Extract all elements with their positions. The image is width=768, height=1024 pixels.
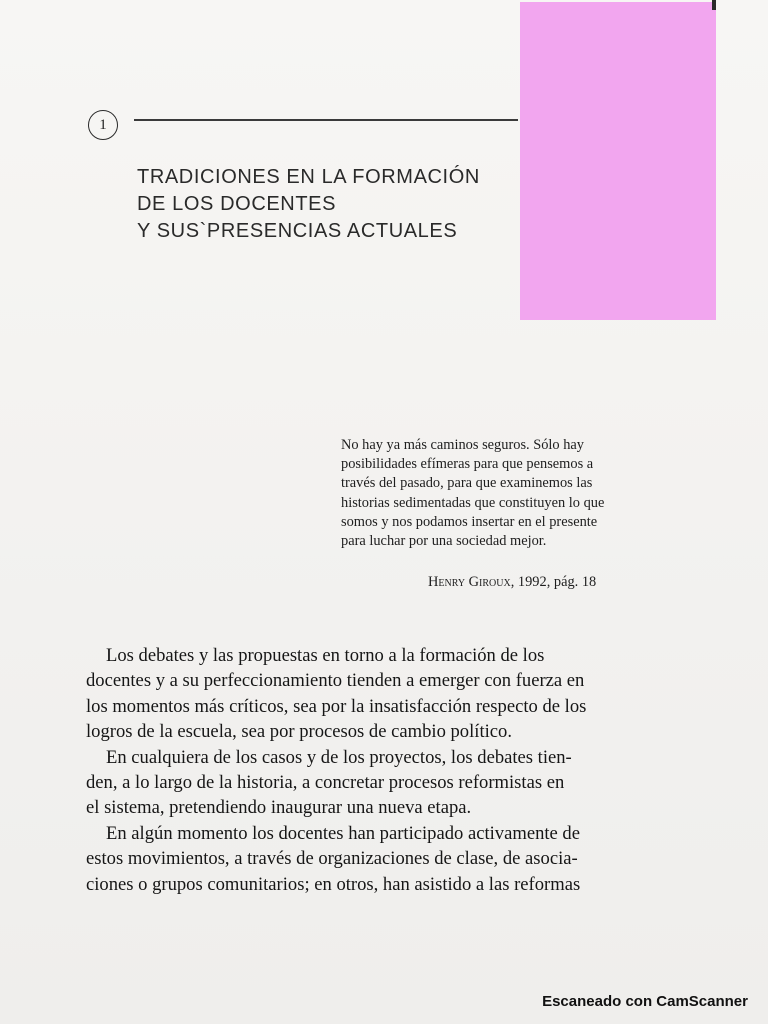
body-line: ciones o grupos comunitarios; en otros, han asistido a las reformas (86, 873, 581, 895)
body-line: estos movimientos, a través de organizaciones de clase, de asocia- (86, 848, 578, 870)
chapter-title-line: Y SUS`PRESENCIAS ACTUALES (137, 220, 458, 242)
camscanner-watermark: Escaneado con CamScanner (542, 993, 748, 1010)
epigraph-line: somos y nos podamos insertar en el presente (341, 513, 598, 530)
chapter-number: 1 (99, 116, 107, 133)
body-line: En algún momento los docentes han participado activamente de (106, 822, 580, 844)
chapter-title-line: DE LOS DOCENTES (137, 193, 337, 215)
body-line: docentes y a su perfeccionamiento tienden a emerger con fuerza en (86, 670, 585, 692)
body-line: den, a lo largo de la historia, a concretar procesos reformistas en (86, 772, 565, 794)
epigraph-line: través del pasado, para que examinemos las (341, 475, 593, 492)
corner-mark (712, 0, 716, 10)
epigraph-author: Henry Giroux (428, 574, 511, 590)
body-line: Los debates y las propuestas en torno a la formación de los (106, 645, 545, 666)
chapter-title (137, 164, 517, 245)
body-line: el sistema, pretendiendo inaugurar una nueva etapa. (86, 797, 472, 819)
epigraph-line: posibilidades efímeras para que pensemos a (341, 456, 594, 473)
body-line: logros de la escuela, sea por procesos de cambio político. (86, 721, 512, 743)
epigraph-attribution (428, 574, 596, 591)
body-line: los momentos más críticos, sea por la insatisfacción respecto de los (86, 695, 587, 717)
chapter-title-line: TRADICIONES EN LA FORMACIÓN (137, 166, 480, 188)
epigraph-quote (341, 436, 661, 551)
epigraph-citation: , 1992, pág. 18 (510, 574, 597, 590)
chapter-rule (134, 119, 518, 121)
chapter-number-badge (88, 110, 118, 140)
epigraph-line: historias sedimentadas que constituyen lo que (341, 494, 605, 511)
pink-sticky-note (520, 2, 716, 320)
epigraph-line: No hay ya más caminos seguros. Sólo hay (341, 437, 585, 453)
epigraph-line: para luchar por una sociedad mejor. (341, 533, 547, 550)
body-line: En cualquiera de los casos y de los proyectos, los debates tien- (106, 746, 572, 768)
body-text (86, 643, 686, 897)
